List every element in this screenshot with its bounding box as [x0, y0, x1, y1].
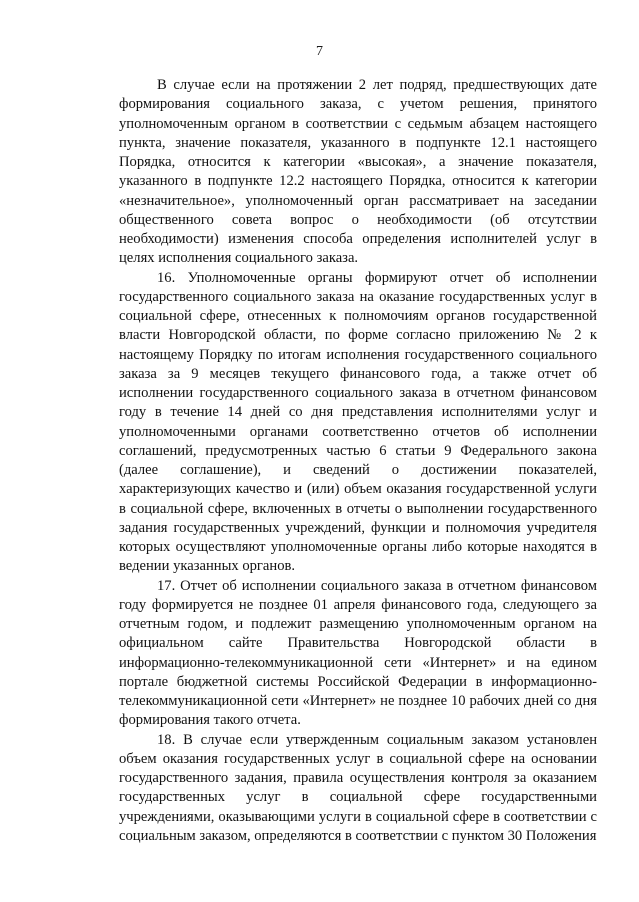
page-number: 7	[316, 44, 323, 59]
paragraph-18-control-rules: 18. В случае если утвержденным социальным заказом установлен объем оказания государственных услуг в социальной сфере на основании государственного задания, правила осуществления контроля за оказанием государственных услуг в социальной сфере государственными учреждениями, оказывающими услуги в социальной сфере в соответствии с социальным заказом, определяются в соответствии с пунктом 30 Положения	[119, 731, 597, 844]
paragraph-social-order-category: В случае если на протяжении 2 лет подряд, предшествующих дате формирования социального заказа, с учетом решения, принятого уполномоченным органом в соответствии с седьмым абзацем настоящего пункта, значение показателя, указанного в подпункте 12.1 настоящего Порядка, относится к категории «высокая», а значение показателя, указанного в подпункте 12.2 настоящего Порядка, относится к категории «незначительное», уполномоченный орган рассматривает на заседании общественного совета вопрос о необходимости (об отсутствии необходимости) изменения способа определения исполнителей услуг в целях исполнения социального заказа.	[119, 77, 597, 267]
document-body	[119, 76, 597, 846]
paragraph-17-report-publication: 17. Отчет об исполнении социального заказа в отчетном финансовом году формируется не позднее 01 апреля финансового года, следующего за отчетным годом, и подлежит размещению уполномоченным органом на официальном сайте Правительства Новгородской области в информационно-телекоммуникационной сети «Интернет» и на едином портале бюджетной системы Российской Федерации в информационно-телекоммуникационной сети «Интернет» не позднее 10 рабочих дней со дня формирования такого отчета.	[119, 577, 597, 729]
paragraph-16-report-formation: 16. Уполномоченные органы формируют отчет об исполнении государственного социального заказа на оказание государственных услуг в социальной сфере, отнесенных к полномочиям органов государственной власти Новгородской области, по форме согласно приложению № 2 к настоящему Порядку по итогам исполнения государственного социального заказа за 9 месяцев текущего финансового года, а также отчет об исполнении государственного социального заказа в отчетном финансовом году в течение 14 дней со дня представления исполнителями услуг и уполномоченными органами соответственно отчетов об исполнении соглашений, предусмотренных частью 6 статьи 9 Федерального закона (далее соглашение), и сведений о достижении показателей, характеризующих качество и (или) объем оказания государственной услуги в социальной сфере, включенных в отчеты о выполнении государственного задания государственных учреждений, функции и полномочия учредителя которых осуществляют уполномоченные органы либо которые находятся в ведении указанных органов.	[119, 269, 597, 575]
